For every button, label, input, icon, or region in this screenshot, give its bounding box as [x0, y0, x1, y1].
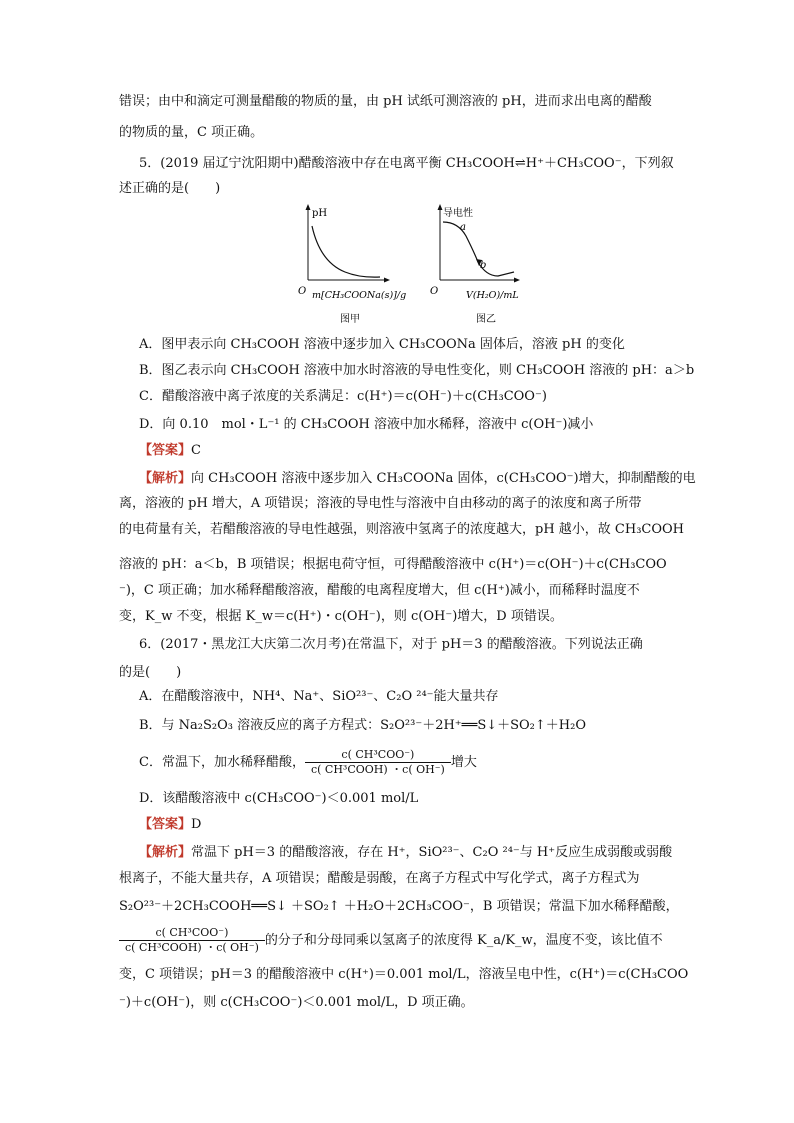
answer-value: C	[191, 443, 201, 458]
option-a: A．图甲表示向 CH₃COOH 溶液中逐步加入 CH₃COONa 固体后，溶液 pH 的变化	[139, 337, 625, 352]
answer-5	[139, 442, 201, 460]
answer-tag: 【答案】	[139, 443, 192, 458]
fraction-denominator: c( CH³COOH) ・c( OH⁻)	[125, 941, 259, 954]
x-axis-arrow	[384, 278, 390, 283]
answer-value: D	[191, 817, 202, 832]
option-d: D．该醋酸溶液中 c(CH₃COO⁻)＜0.001 mol/L	[139, 791, 419, 806]
option-c-prefix: C．常温下，加水稀释醋酸，	[139, 755, 305, 770]
conductivity-curve	[443, 222, 514, 276]
option-b: B．图乙表示向 CH₃COOH 溶液中加水时溶液的导电性变化，则 CH₃COOH 溶液的 pH：a＞b	[139, 363, 695, 378]
fig2-origin: O	[430, 286, 439, 297]
y-axis-arrow	[438, 204, 443, 210]
fraction	[119, 926, 265, 955]
fig2-caption: 图乙	[476, 314, 496, 325]
ph-curve	[312, 226, 380, 277]
explanation-6	[139, 844, 672, 862]
explanation-line: ⁻)＋c(OH⁻)，则 c(CH₃COO⁻)＜0.001 mol/L，D 项正确。	[119, 995, 474, 1010]
answer-6	[139, 816, 201, 834]
explanation-line: 离，溶液的 pH 增大，A 项错误；溶液的导电性与溶液中自由移动的离子的浓度和离子所带	[119, 496, 642, 511]
fraction-numerator: c( CH³COO⁻)	[119, 926, 265, 941]
option-c	[139, 748, 477, 777]
option-d: D．向 0.10 mol・L⁻¹ 的 CH₃COOH 溶液中加水稀释，溶液中 c(OH⁻)减小	[139, 417, 594, 432]
explanation-line	[119, 926, 663, 955]
paragraph-line: 错误；由中和滴定可测量醋酸的物质的量，由 pH 试纸可测溶液的 pH，进而求出电离的醋酸	[119, 94, 652, 109]
question-5-stem-cont: 述正确的是( )	[119, 181, 221, 196]
explanation-tag: 【解析】	[139, 471, 192, 486]
option-c-suffix: 增大	[450, 755, 477, 770]
figure-yi	[430, 204, 520, 325]
explanation-line: 根离子，不能大量共存，A 项错误；醋酸是弱酸，在离子方程式中写化学式，离子方程式为	[119, 871, 640, 886]
figure-jia	[298, 204, 406, 325]
fig1-origin: O	[298, 286, 307, 297]
question-5-stem: 5．(2019 届辽宁沈阳期中)醋酸溶液中存在电离平衡 CH₃COOH⇌H⁺＋CH₃COO⁻，下列叙	[139, 156, 674, 171]
explanation-text: 的分子和分母同乘以氢离子的浓度得 K_a/K_w，温度不变，该比值不	[264, 933, 663, 948]
paragraph-line: 的物质的量，C 项正确。	[119, 125, 264, 140]
y-axis-arrow	[306, 204, 311, 210]
fig2-point-b: b	[480, 260, 487, 271]
explanation-line: ⁻)，C 项正确；加水稀释醋酸溶液，醋酸的电离程度增大，但 c(H⁺)减小，而稀释时温度不	[119, 583, 640, 598]
explanation-line: 变，K_w 不变，根据 K_w＝c(H⁺)・c(OH⁻)，则 c(OH⁻)增大，D 项错误。	[119, 609, 563, 624]
fig2-xlabel: V(H₂O)/mL	[466, 290, 519, 301]
fraction	[305, 748, 451, 777]
explanation-tag: 【解析】	[139, 845, 192, 860]
x-axis-arrow	[514, 278, 520, 283]
explanation-line: 的电荷量有关，若醋酸溶液的导电性越强，则溶液中氢离子的浓度越大，pH 越小，故 CH₃COOH	[119, 522, 685, 537]
fig2-ylabel: 导电性	[443, 208, 473, 219]
fig1-xlabel: m[CH₃COONa(s)]/g	[312, 290, 407, 301]
fig2-point-a: a	[460, 222, 466, 233]
explanation-text: 常温下 pH＝3 的醋酸溶液，存在 H⁺，SiO²³⁻、C₂O ²⁴⁻与 H⁺反应生成弱酸或弱酸	[191, 845, 673, 860]
question-5-figures	[290, 204, 540, 330]
explanation-line: S₂O²³⁻＋2CH₃COOH══S↓ ＋SO₂↑ ＋H₂O＋2CH₃COO⁻，B 项错误；常温下加水稀释醋酸，	[119, 899, 679, 914]
fig1-caption: 图甲	[340, 314, 360, 325]
fig1-ylabel: pH	[312, 208, 328, 219]
fraction-numerator: c( CH³COO⁻)	[305, 748, 451, 763]
option-c: C．醋酸溶液中离子浓度的关系满足：c(H⁺)＝c(OH⁻)＋c(CH₃COO⁻)	[139, 389, 547, 404]
explanation-5	[139, 470, 696, 488]
option-a: A．在醋酸溶液中，NH⁴、Na⁺、SiO²³⁻、C₂O ²⁴⁻能大量共存	[139, 689, 499, 704]
explanation-text: 向 CH₃COOH 溶液中逐步加入 CH₃COONa 固体，c(CH₃COO⁻)增大，抑制醋酸的电	[191, 471, 696, 486]
answer-tag: 【答案】	[139, 817, 192, 832]
option-b: B．与 Na₂S₂O₃ 溶液反应的离子方程式：S₂O²³⁻＋2H⁺══S↓＋SO₂↑＋H₂O	[139, 718, 586, 733]
explanation-line: 溶液的 pH：a＜b，B 项错误；根据电荷守恒，可得醋酸溶液中 c(H⁺)＝c(OH⁻)＋c(CH₃COO	[119, 557, 667, 572]
question-6-stem-cont: 的是( )	[119, 665, 182, 680]
fraction-denominator: c( CH³COOH) ・c( OH⁻)	[310, 763, 445, 776]
question-6-stem: 6．(2017・黑龙江大庆第二次月考)在常温下，对于 pH＝3 的醋酸溶液。下列说法正确	[139, 637, 643, 652]
explanation-line: 变，C 项错误；pH＝3 的醋酸溶液中 c(H⁺)＝0.001 mol/L，溶液呈电中性，c(H⁺)＝c(CH₃COO	[119, 967, 689, 982]
